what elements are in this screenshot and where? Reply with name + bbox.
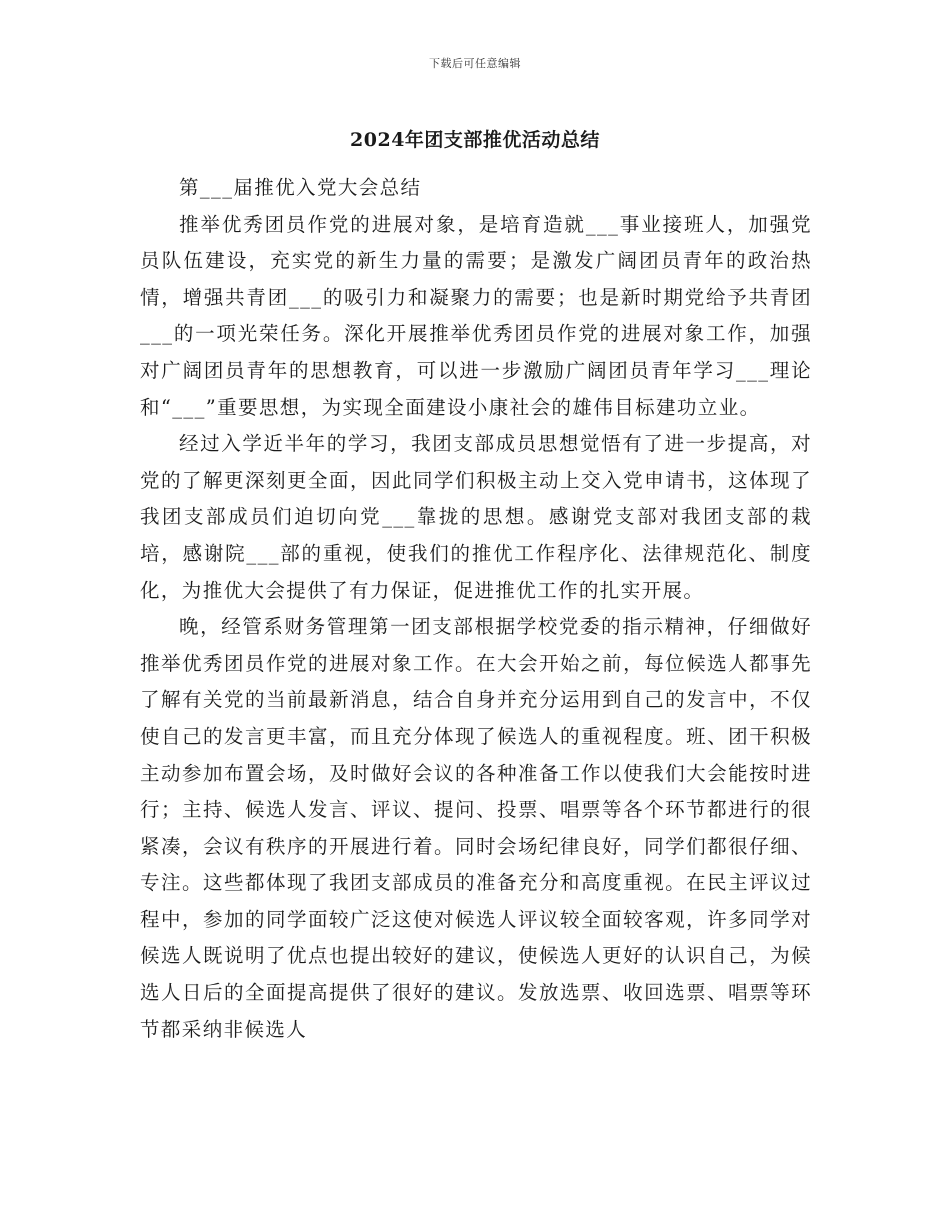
paragraph: 经过入学近半年的学习，我团支部成员思想觉悟有了进一步提高，对党的了解更深刻更全面，因此同学们积极主动上交入党申请书，这体现了我团支部成员们迫切向党___靠拢的思想。感谢党支部对我团支部的栽培，感谢院___部的重视，使我们的推优工作程序化、法律规范化、制度化，为推优大会提供了有力保证，促进推优工作的扎实开展。: [140, 432, 812, 602]
document-body: [140, 170, 812, 1048]
paragraph: 晚，经管系财务管理第一团支部根据学校党委的指示精神，仔细做好推举优秀团员作党的进展对象工作。在大会开始之前，每位候选人都事先了解有关党的当前最新消息，结合自身并充分运用到自己的发言中，不仅使自己的发言更丰富，而且充分体现了候选人的重视程度。班、团干积极主动参加布置会场，及时做好会议的各种准备工作以使我们大会能按时进行；主持、候选人发言、评议、提问、投票、唱票等各个环节都进行的很紧凑，会议有秩序的开展进行着。同时会场纪律良好，同学们都很仔细、专注。这些都体现了我团支部成员的准备充分和高度重视。在民主评议过程中，参加的同学面较广泛这使对候选人评议较全面较客观，许多同学对候选人既说明了优点也提出较好的建议，使候选人更好的认识自己，为候选人日后的全面提高提供了很好的建议。发放选票、收回选票、唱票等环节都采纳非候选人: [140, 615, 812, 1041]
page-header-note: 下载后可任意编辑: [429, 57, 521, 70]
paragraph-subtitle: 第___届推优入党大会总结: [179, 176, 422, 199]
paragraph: 推举优秀团员作党的进展对象，是培育造就___事业接班人，加强党员队伍建设，充实党的新生力量的需要；是激发广阔团员青年的政治热情，增强共青团___的吸引力和凝聚力的需要；也是新时期党给予共青团___的一项光荣任务。深化开展推举优秀团员作党的进展对象工作，加强对广阔团员青年的思想教育，可以进一步激励广阔团员青年学习___理论和“___”重要思想，为实现全面建设小康社会的雄伟目标建功立业。: [140, 212, 812, 419]
document-title: 2024年团支部推优活动总结: [350, 129, 600, 151]
